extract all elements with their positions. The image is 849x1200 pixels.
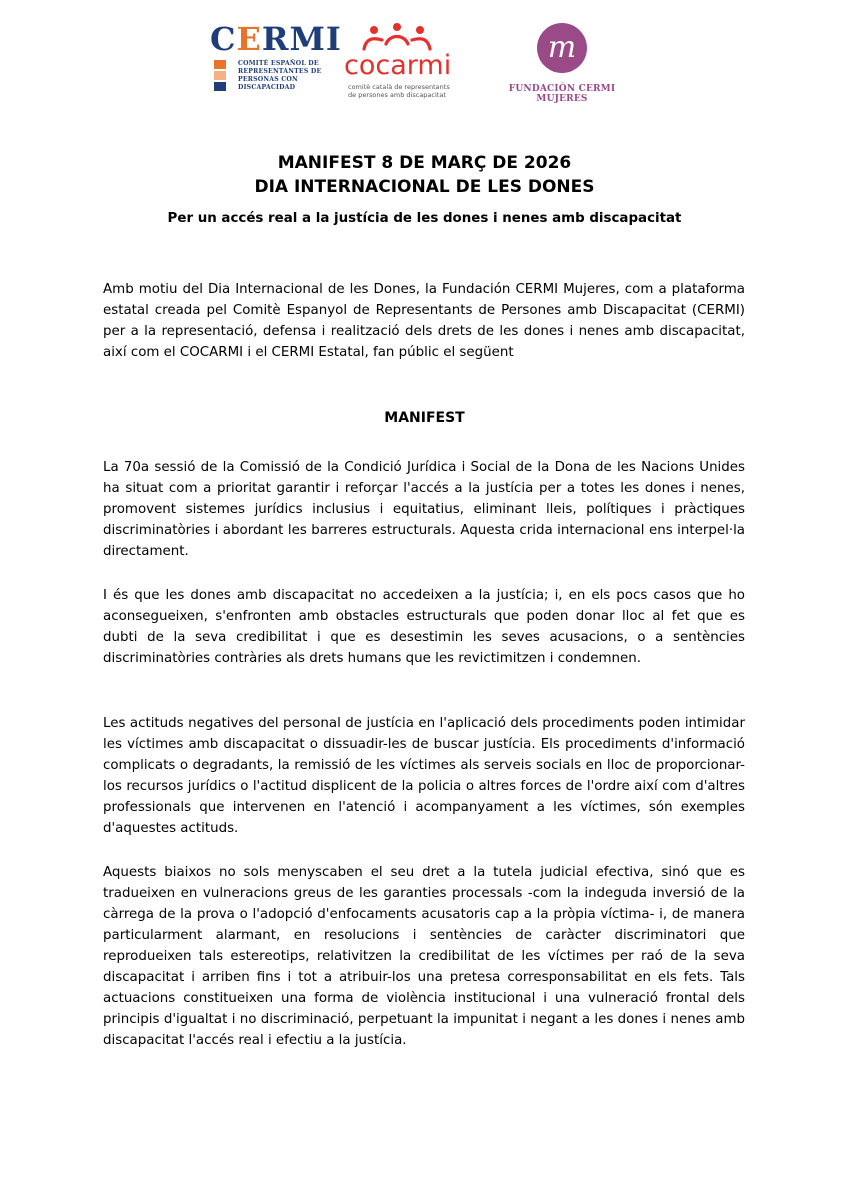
body-paragraph: I és que les dones amb discapacitat no accedeixen a la justícia; i, en els pocs casos que ho aconsegueixen, s'enfronten amb obstacles estructurals que poden donar lloc al fet que es dubti de la seva credibilitat i que es desestimin les seves acusacions, o a sentències discriminatòries contràries als drets humans que les revictimitzen i condemnen. [103, 588, 745, 666]
manifest-heading: MANIFEST [384, 410, 465, 426]
cermi-logo-subtitle: COMITÉ ESPAÑOL DE REPRESENTANTES DE PERSONAS CON DISCAPACIDAD [238, 60, 322, 91]
fundacion-logo-circle [536, 22, 588, 74]
intro-paragraph: Amb motiu del Dia Internacional de les Dones, la Fundación CERMI Mujeres, com a plataforma estatal creada pel Comitè Espanyol de Representants de Persones amb Discapacitat (CERMI) per a la representació, defensa i realització dels drets de les dones i nenes amb discapacitat, així com el COCARMI i el CERMI Estatal, fan públic el següent [103, 282, 745, 360]
cermi-logo-wordmark: CERMI [210, 20, 342, 58]
body-paragraph: La 70a sessió de la Comissió de la Condició Jurídica i Social de la Dona de les Nacions Unides ha situat com a prioritat garantir i reforçar l'accés a la justícia per a totes les dones i nenes, promovent sistemes jurídics inclusius i equitatius, eliminant lleis, polítiques i pràctiques discriminatòries i abordant les barreres estructurals. Aquesta crida internacional ens interpel·la directament. [103, 460, 745, 559]
fundacion-logo-name: FUNDACIÓN CERMI MUJERES [508, 84, 616, 104]
body-paragraph: Aquests biaixos no sols menyscaben el seu dret a la tutela judicial efectiva, sinó que es tradueixen en vulneracions greus de les garanties processals -com la indeguda inversió de la càrrega de la prova o l'adopció d'enfocaments acusatoris cap a la pròpia víctima- i, de manera particularment alarmant, en resolucions i sentències de caràcter discriminatori que reprodueixen tals estereotips, relativitzen la credibilitat de les víctimes per raó de la seva discapacitat i arriben fins i tot a atribuir-los una pretesa corresponsabilitat en els fets. Tals actuacions constitueixen una forma de violència institucional i una vulneració frontal dels principis d'igualtat i no discriminació, perpetuant la impunitat i negant a les dones i nenes amb discapacitat l'accés real i efectiu a la justícia. [103, 865, 745, 1048]
cocarmi-logo-subtitle: comitè català de representants de persones amb discapacitat [348, 83, 450, 99]
body-paragraph: Les actituds negatives del personal de justícia en l'aplicació dels procediments poden intimidar les víctimes amb discapacitat o dissuadir-les de buscar justícia. Els procediments d'informació complicats o degradants, la remissió de les víctimes als serveis socials en lloc de proporcionar-los recursos jurídics o l'actitud displicent de la policia o altres forces de l'ordre així com d'altres professionals que intervenen en l'atenció i acompanyament a les víctimes, són exemples d'aquestes actituds. [103, 716, 745, 836]
document-subtitle: Per un accés real a la justícia de les dones i nenes amb discapacitat [167, 211, 682, 226]
fundacion-cermi-mujeres-logo [484, 22, 640, 104]
cocarmi-logo-wordmark: cocarmi [344, 50, 452, 81]
cocarmi-logo [344, 22, 454, 99]
document-title-line-1: MANIFEST 8 DE MARÇ DE 2026 [277, 153, 572, 173]
cermi-logo-mark [212, 60, 234, 94]
cermi-logo [210, 20, 342, 92]
svg-text:m: m [547, 30, 577, 65]
document-title-line-2: DIA INTERNACIONAL DE LES DONES [254, 177, 595, 197]
cocarmi-logo-people [360, 22, 434, 52]
